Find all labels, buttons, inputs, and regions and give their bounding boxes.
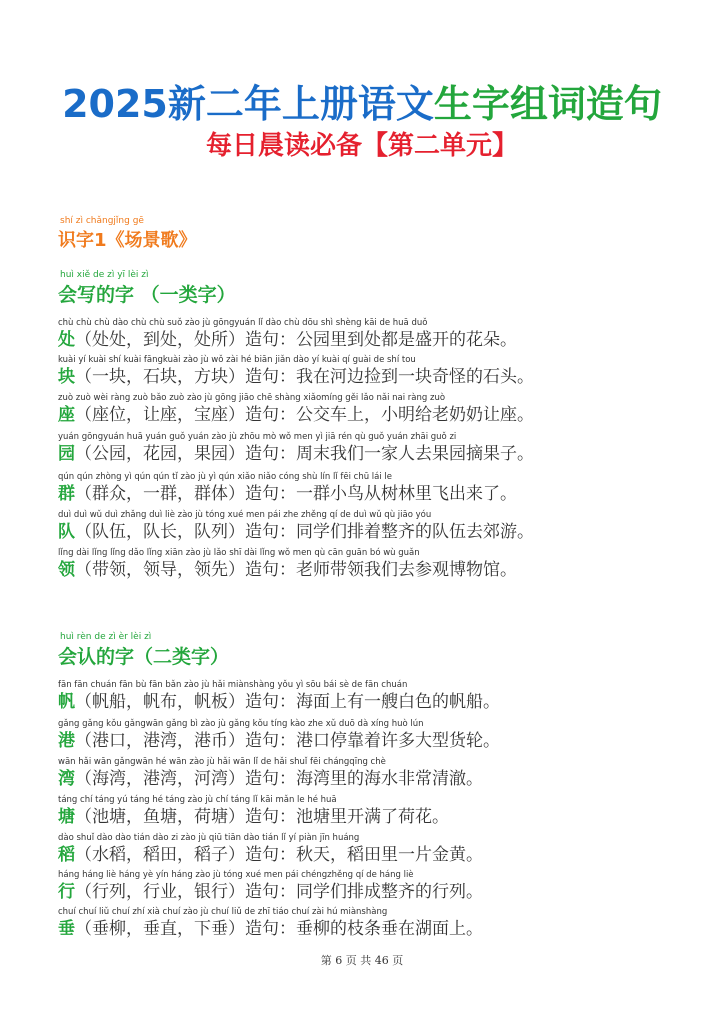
row-sentence-label: 造句： xyxy=(245,769,296,789)
vocab-row xyxy=(58,907,678,949)
vocab-row xyxy=(58,472,678,514)
vocab-row xyxy=(58,757,678,799)
page-title xyxy=(0,82,724,126)
row-character: 园 xyxy=(58,444,75,464)
row-words: （一块，石块，方块） xyxy=(75,367,245,387)
vocab-row xyxy=(58,719,678,761)
row-sentence: 公交车上，小明给老奶奶让座。 xyxy=(296,405,534,425)
vocab-row xyxy=(58,355,678,397)
row-sentence: 垂柳的枝条垂在湖面上。 xyxy=(296,919,483,939)
row-pinyin: chù chù chù dào chù chù suǒ zào jù gōngyuán lǐ dào chù dōu shì shèng kāi de huā duǒ xyxy=(58,318,428,328)
page-number: 第 6 页 共 46 页 xyxy=(320,954,404,967)
row-words: （处处，到处，处所） xyxy=(75,330,245,350)
lesson-heading: 识字1《场景歌》 xyxy=(58,230,197,251)
row-sentence-label: 造句： xyxy=(245,845,296,865)
row-pinyin: chuí chuí liǔ chuí zhí xià chuí zào jù chuí liǔ de zhī tiáo chuí zài hú miànshàng xyxy=(58,907,388,917)
row-pinyin: yuán gōngyuán huā yuán guǒ yuán zào jù zhōu mò wǒ men yì jiā rén qù guǒ yuán zhāi guǒ zi xyxy=(58,432,457,442)
row-pinyin: fān fān chuán fān bù fān bǎn zào jù hǎi miànshàng yǒu yì sōu bái sè de fān chuán xyxy=(58,680,408,690)
row-words: （行列，行业，银行） xyxy=(75,882,245,902)
row-words: （群众，一群，群体） xyxy=(75,484,245,504)
row-sentence: 周末我们一家人去果园摘果子。 xyxy=(296,444,534,464)
vocab-row xyxy=(58,510,678,552)
vocab-row xyxy=(58,833,678,875)
row-words: （公园，花园，果园） xyxy=(75,444,245,464)
row-sentence-label: 造句： xyxy=(245,367,296,387)
row-pinyin: háng háng liè háng yè yín háng zào jù tóng xué men pái chéngzhěng qí de háng liè xyxy=(58,870,414,880)
row-pinyin: kuài yí kuài shí kuài fāngkuài zào jù wǒ zài hé biān jiǎn dào yí kuài qí guài de shí tou xyxy=(58,355,416,365)
row-words: （带领，领导，领先） xyxy=(75,560,245,580)
vocab-row xyxy=(58,795,678,837)
row-sentence-label: 造句： xyxy=(245,919,296,939)
row-character: 稻 xyxy=(58,845,75,865)
row-sentence-label: 造句： xyxy=(245,484,296,504)
row-sentence: 海面上有一艘白色的帆船。 xyxy=(296,692,500,712)
row-pinyin: duì duì wǔ duì zhǎng duì liè zào jù tóng xué men pái zhe zhěng qí de duì wǔ qù jiāo yóu xyxy=(58,510,432,520)
row-sentence: 池塘里开满了荷花。 xyxy=(296,807,449,827)
vocab-row xyxy=(58,393,678,435)
row-words: （水稻，稻田，稻子） xyxy=(75,845,245,865)
row-pinyin: wān hǎi wān gǎngwān hé wān zào jù hǎi wān lǐ de hǎi shuǐ fēi chángqīng chè xyxy=(58,757,386,767)
row-character: 群 xyxy=(58,484,75,504)
row-pinyin: dào shuǐ dào dào tián dào zi zào jù qiū tiān dào tián lǐ yí piàn jīn huáng xyxy=(58,833,360,843)
vocab-row xyxy=(58,548,678,590)
page-subtitle: 每日晨读必备【第二单元】 xyxy=(205,131,518,161)
row-words: （帆船，帆布，帆板） xyxy=(75,692,245,712)
row-sentence: 同学们排着整齐的队伍去郊游。 xyxy=(296,522,534,542)
row-sentence-label: 造句： xyxy=(245,882,296,902)
row-pinyin: lǐng dài lǐng lǐng dǎo lǐng xiān zào jù lǎo shī dài lǐng wǒ men qù cān guān bó wù guǎn xyxy=(58,548,420,558)
row-sentence-label: 造句： xyxy=(245,560,296,580)
row-character: 队 xyxy=(58,522,75,542)
row-sentence: 秋天，稻田里一片金黄。 xyxy=(296,845,483,865)
row-sentence-label: 造句： xyxy=(245,444,296,464)
row-sentence-label: 造句： xyxy=(245,522,296,542)
row-sentence-label: 造句： xyxy=(245,330,296,350)
row-character: 座 xyxy=(58,405,75,425)
row-pinyin: táng chí táng yú táng hé táng zào jù chí táng lǐ kāi mǎn le hé huā xyxy=(58,795,337,805)
row-character: 行 xyxy=(58,882,75,902)
row-words: （座位，让座，宝座） xyxy=(75,405,245,425)
row-sentence-label: 造句： xyxy=(245,807,296,827)
title-part-green: 生字组词造句 xyxy=(433,82,662,126)
row-sentence: 同学们排成整齐的行列。 xyxy=(296,882,483,902)
section2-heading: 会认的字（二类字） xyxy=(58,646,230,668)
row-sentence-label: 造句： xyxy=(245,692,296,712)
vocab-row xyxy=(58,318,678,360)
section1-heading: 会写的字 （一类字） xyxy=(58,284,236,306)
row-sentence: 港口停靠着许多大型货轮。 xyxy=(296,731,500,751)
title-part-blue: 2025新二年上册语文 xyxy=(62,82,434,126)
row-words: （港口，港湾，港币） xyxy=(75,731,245,751)
row-words: （垂柳，垂直，下垂） xyxy=(75,919,245,939)
row-character: 处 xyxy=(58,330,75,350)
row-pinyin: qún qún zhòng yì qún qún tǐ zào jù yì qún xiǎo niǎo cóng shù lín lǐ fēi chū lái le xyxy=(58,472,393,482)
lesson-pinyin: shí zì chǎngjǐng gē xyxy=(60,216,144,226)
row-character: 帆 xyxy=(58,692,75,712)
row-words: （海湾，港湾，河湾） xyxy=(75,769,245,789)
row-character: 塘 xyxy=(58,807,75,827)
row-sentence: 老师带领我们去参观博物馆。 xyxy=(296,560,517,580)
row-sentence: 海湾里的海水非常清澈。 xyxy=(296,769,483,789)
section2-pinyin: huì rèn de zì èr lèi zì xyxy=(60,632,152,642)
row-sentence-label: 造句： xyxy=(245,731,296,751)
row-words: （队伍，队长，队列） xyxy=(75,522,245,542)
vocab-row xyxy=(58,432,678,474)
row-sentence: 一群小鸟从树林里飞出来了。 xyxy=(296,484,517,504)
vocab-row xyxy=(58,870,678,912)
row-sentence-label: 造句： xyxy=(245,405,296,425)
row-character: 垂 xyxy=(58,919,75,939)
row-sentence: 我在河边捡到一块奇怪的石头。 xyxy=(296,367,534,387)
section1-pinyin: huì xiě de zì yī lèi zì xyxy=(60,270,149,280)
row-words: （池塘，鱼塘，荷塘） xyxy=(75,807,245,827)
row-pinyin: zuò zuò wèi ràng zuò bǎo zuò zào jù gōng jiāo chē shàng xiǎomíng gěi lǎo nǎi nai ràng zuò xyxy=(58,393,446,403)
vocab-row xyxy=(58,680,678,722)
row-character: 领 xyxy=(58,560,75,580)
row-pinyin: gǎng gǎng kǒu gǎngwān gǎng bì zào jù gǎng kǒu tíng kào zhe xǔ duō dà xíng huò lún xyxy=(58,719,424,729)
row-character: 港 xyxy=(58,731,75,751)
row-character: 湾 xyxy=(58,769,75,789)
row-character: 块 xyxy=(58,367,75,387)
row-sentence: 公园里到处都是盛开的花朵。 xyxy=(296,330,517,350)
